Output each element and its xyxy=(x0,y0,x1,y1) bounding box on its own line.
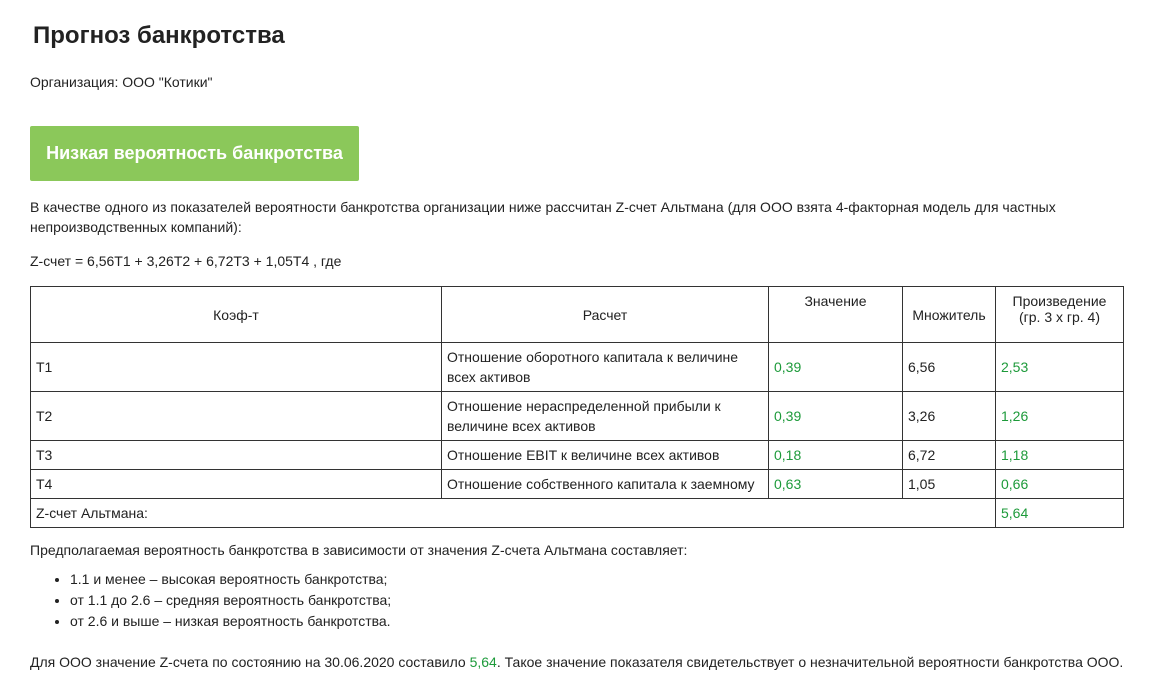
table-row xyxy=(31,343,1124,392)
formula: Z-счет = 6,56T1 + 3,26T2 + 6,72T3 + 1,05T4 , где xyxy=(30,253,342,269)
probability-intro: Предполагаемая вероятность банкротства в зависимости от значения Z-счета Альтмана составляет: xyxy=(30,542,688,558)
cell-coef: T2 xyxy=(31,392,442,441)
list-item: • от 2.6 и выше – низкая вероятность банкротства. xyxy=(70,611,391,632)
total-label: Z-счет Альтмана: xyxy=(31,499,996,528)
cell-value: 0,18 xyxy=(769,441,903,470)
table-total-row xyxy=(31,499,1124,528)
cell-value: 0,63 xyxy=(769,470,903,499)
cell-calc: Отношение оборотного капитала к величине всех активов xyxy=(442,343,769,392)
list-item: • от 1.1 до 2.6 – средняя вероятность банкротства; xyxy=(70,590,391,611)
cell-value: 0,39 xyxy=(769,343,903,392)
organization-label: Организация: ООО "Котики" xyxy=(30,74,213,90)
cell-product: 0,66 xyxy=(996,470,1124,499)
table-header-row xyxy=(31,287,1124,343)
header-multiplier: Множитель xyxy=(903,287,996,343)
header-product: Произведение (гр. 3 х гр. 4) xyxy=(996,287,1124,343)
cell-calc: Отношение EBIT к величине всех активов xyxy=(442,441,769,470)
cell-multiplier: 6,72 xyxy=(903,441,996,470)
cell-product: 1,26 xyxy=(996,392,1124,441)
cell-multiplier: 1,05 xyxy=(903,470,996,499)
conclusion-after: . Такое значение показателя свидетельствует о незначительной вероятности банкротства ООО. xyxy=(496,654,1124,670)
cell-calc: Отношение нераспределенной прибыли к величине всех активов xyxy=(442,392,769,441)
cell-multiplier: 6,56 xyxy=(903,343,996,392)
probability-scale-list xyxy=(30,569,391,632)
result-badge: Низкая вероятность банкротства xyxy=(30,126,359,181)
table-row xyxy=(31,392,1124,441)
conclusion-before: Для ООО значение Z-счета по состоянию на 30.06.2020 составило xyxy=(30,654,470,670)
cell-product: 2,53 xyxy=(996,343,1124,392)
list-item: • 1.1 и менее – высокая вероятность банкротства; xyxy=(70,569,391,590)
table-row xyxy=(31,441,1124,470)
conclusion xyxy=(30,654,1123,670)
altman-table xyxy=(30,286,1124,528)
table-row xyxy=(31,470,1124,499)
cell-coef: T4 xyxy=(31,470,442,499)
header-calc: Расчет xyxy=(442,287,769,343)
page-title: Прогноз банкротства xyxy=(33,22,285,49)
header-coef: Коэф-т xyxy=(31,287,442,343)
cell-product: 1,18 xyxy=(996,441,1124,470)
conclusion-value: 5,64 xyxy=(469,654,497,670)
cell-coef: T3 xyxy=(31,441,442,470)
header-value: Значение xyxy=(769,287,903,343)
cell-coef: T1 xyxy=(31,343,442,392)
total-value: 5,64 xyxy=(996,499,1124,528)
intro-text: В качестве одного из показателей вероятности банкротства организации ниже рассчитан Z-счет Альтмана (для ООО взята 4-факторная модель для частных непроизводственных компаний): xyxy=(30,199,1056,235)
cell-calc: Отношение собственного капитала к заемному xyxy=(442,470,769,499)
cell-multiplier: 3,26 xyxy=(903,392,996,441)
cell-value: 0,39 xyxy=(769,392,903,441)
